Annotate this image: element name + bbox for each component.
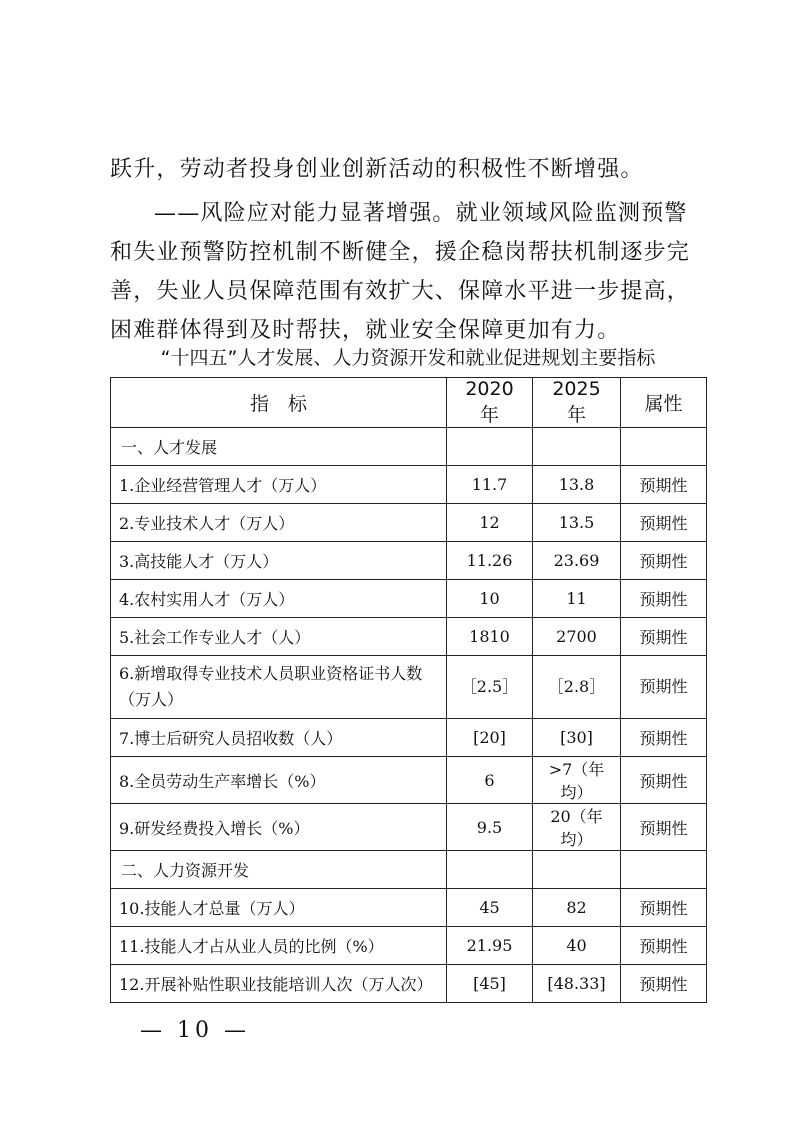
row-2025: 20（年均）	[533, 804, 621, 851]
row-2025: [30]	[533, 719, 621, 757]
table-row	[111, 804, 707, 851]
row-attribute: 预期性	[621, 965, 707, 1003]
row-2025: 11	[533, 580, 621, 618]
row-2025: 2700	[533, 618, 621, 656]
row-2025: >7（年均）	[533, 757, 621, 804]
row-attribute: 预期性	[621, 504, 707, 542]
row-attribute	[621, 851, 707, 889]
header-2025: 2025 年	[533, 378, 621, 428]
row-attribute	[621, 428, 707, 466]
table-row	[111, 580, 707, 618]
row-name: 3.高技能人才（万人）	[111, 542, 447, 580]
row-2020: 21.95	[447, 927, 533, 965]
table-row	[111, 965, 707, 1003]
row-2020	[447, 851, 533, 889]
header-attribute: 属性	[621, 378, 707, 428]
row-2020: 9.5	[447, 804, 533, 851]
row-2020: 11.26	[447, 542, 533, 580]
header-2020: 2020 年	[447, 378, 533, 428]
row-2025: 23.69	[533, 542, 621, 580]
row-name: 5.社会工作专业人才（人）	[111, 618, 447, 656]
table-row-section	[111, 851, 707, 889]
table-row	[111, 927, 707, 965]
row-name: 9.研发经费投入增长（%）	[111, 804, 447, 851]
row-name: 4.农村实用人才（万人）	[111, 580, 447, 618]
row-attribute: 预期性	[621, 580, 707, 618]
row-attribute: 预期性	[621, 757, 707, 804]
table-header-row	[111, 378, 707, 428]
page-number: — 10 —	[140, 1018, 250, 1043]
row-2020: 1810	[447, 618, 533, 656]
row-2020: [20]	[447, 719, 533, 757]
header-indicator: 指 标	[111, 378, 447, 428]
table-row	[111, 466, 707, 504]
row-2025: 13.8	[533, 466, 621, 504]
row-2020: 12	[447, 504, 533, 542]
row-2025: [48.33]	[533, 965, 621, 1003]
row-name: 6.新增取得专业技术人员职业资格证书人数（万人）	[111, 656, 447, 719]
row-2025: 82	[533, 889, 621, 927]
row-name: 2.专业技术人才（万人）	[111, 504, 447, 542]
row-2020	[447, 428, 533, 466]
row-attribute: 预期性	[621, 927, 707, 965]
row-2020: 45	[447, 889, 533, 927]
row-2020: ［2.5］	[447, 656, 533, 719]
row-2025: 13.5	[533, 504, 621, 542]
row-attribute: 预期性	[621, 542, 707, 580]
row-name: 10.技能人才总量（万人）	[111, 889, 447, 927]
row-name: 7.博士后研究人员招收数（人）	[111, 719, 447, 757]
table-row	[111, 889, 707, 927]
row-name: 1.企业经营管理人才（万人）	[111, 466, 447, 504]
row-name: 一、人才发展	[111, 428, 447, 466]
row-2025	[533, 851, 621, 889]
row-name: 11.技能人才占从业人员的比例（%）	[111, 927, 447, 965]
table-row-section	[111, 428, 707, 466]
table-row	[111, 719, 707, 757]
row-attribute: 预期性	[621, 719, 707, 757]
table-row	[111, 542, 707, 580]
row-name: 二、人力资源开发	[111, 851, 447, 889]
row-2025	[533, 428, 621, 466]
row-attribute: 预期性	[621, 618, 707, 656]
table-row	[111, 656, 707, 719]
table-row	[111, 757, 707, 804]
paragraph-continuation: 跃升，劳动者投身创业创新活动的积极性不断增强。	[110, 157, 644, 182]
row-2020: 10	[447, 580, 533, 618]
row-2025: 40	[533, 927, 621, 965]
row-attribute: 预期性	[621, 656, 707, 719]
row-attribute: 预期性	[621, 466, 707, 504]
table-caption: “十四五”人才发展、人力资源开发和就业促进规划主要指标	[160, 347, 656, 369]
row-2020: 6	[447, 757, 533, 804]
row-2025: ［2.8］	[533, 656, 621, 719]
indicators-table	[110, 377, 707, 1003]
table-row	[111, 504, 707, 542]
row-name: 12.开展补贴性职业技能培训人次（万人次）	[111, 965, 447, 1003]
table-row	[111, 618, 707, 656]
row-attribute: 预期性	[621, 804, 707, 851]
row-2020: [45]	[447, 965, 533, 1003]
paragraph-risk-response: ——风险应对能力显著增强。就业领域风险监测预警和失业预警防控机制不断健全，援企稳岗帮扶机制逐步完善，失业人员保障范围有效扩大、保障水平进一步提高，困难群体得到及时帮扶，就业安全保障更加有力。	[110, 201, 691, 343]
row-2020: 11.7	[447, 466, 533, 504]
row-name: 8.全员劳动生产率增长（%）	[111, 757, 447, 804]
row-attribute: 预期性	[621, 889, 707, 927]
